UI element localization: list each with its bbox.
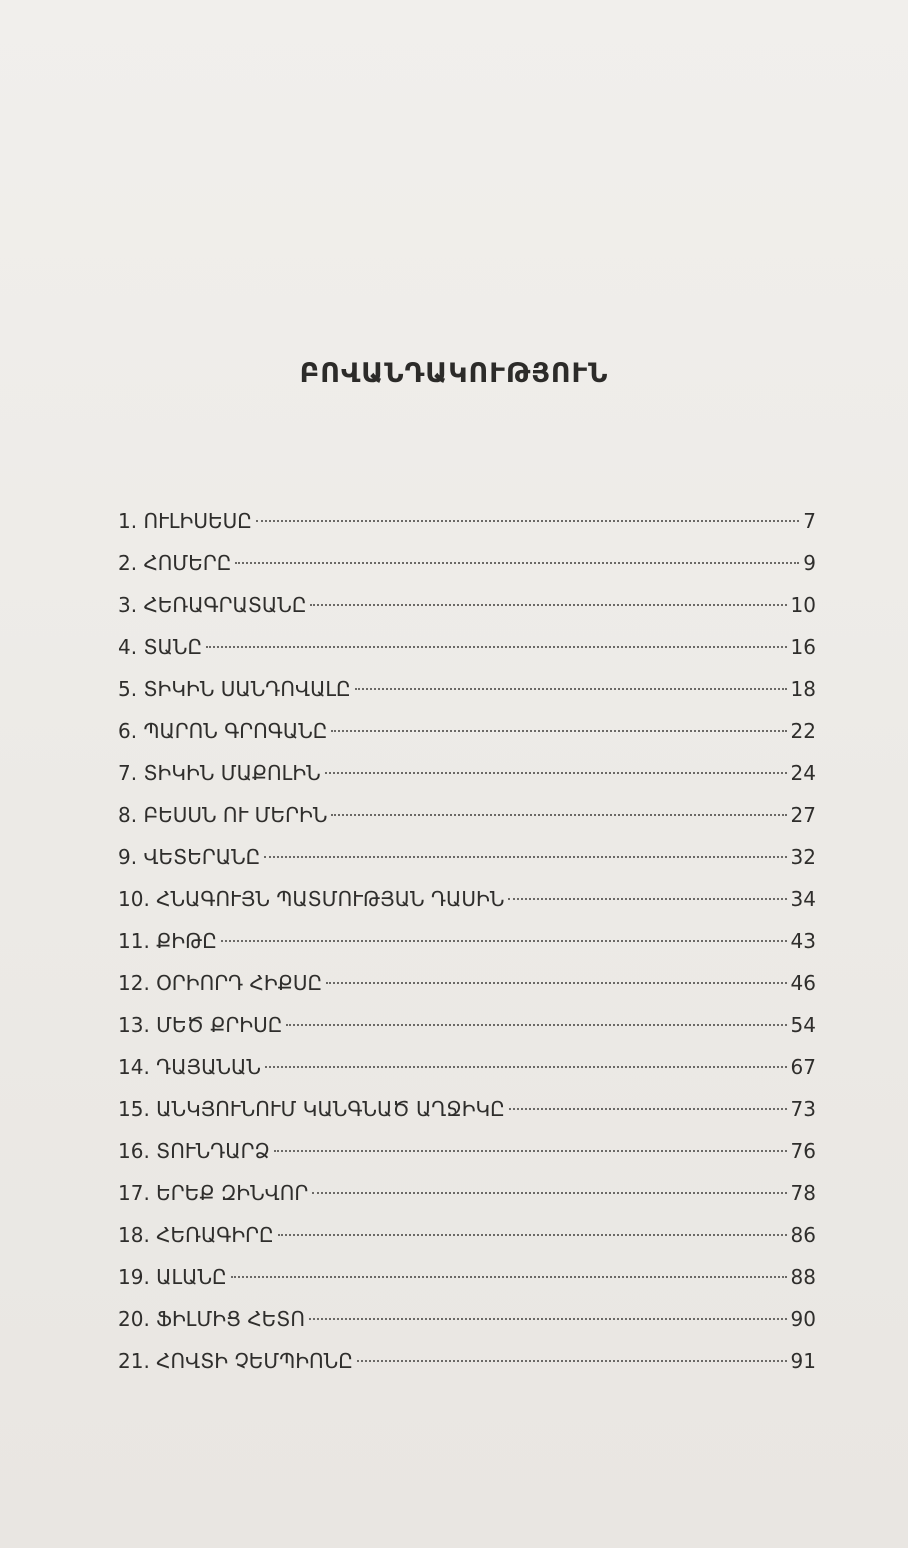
entry-page-number: 67: [790, 1055, 816, 1079]
entry-page-number: 88: [790, 1265, 816, 1289]
dot-leader: [325, 772, 787, 774]
entry-title: 9. ՎԵՏԵՐԱՆԸ: [118, 845, 261, 869]
toc-entry: [118, 794, 816, 836]
entry-title: 13. ՄԵԾ ՔՐԻՍԸ: [118, 1013, 283, 1037]
entry-title: 21. ՀՈՎՏԻ ՉԵՄՊԻՈՆԸ: [118, 1349, 353, 1373]
entry-page-number: 27: [790, 803, 816, 827]
toc-entry: [118, 752, 816, 794]
dot-leader: [331, 814, 786, 816]
entry-page-number: 32: [790, 845, 816, 869]
entry-page-number: 43: [790, 929, 816, 953]
dot-leader: [264, 856, 786, 858]
entry-page-number: 76: [790, 1139, 816, 1163]
toc-entry: [118, 500, 816, 542]
dot-leader: [235, 562, 799, 564]
toc-entry: [118, 1256, 816, 1298]
entry-page-number: 18: [790, 677, 816, 701]
toc-entry: [118, 1130, 816, 1172]
entry-page-number: 91: [790, 1349, 816, 1373]
dot-leader: [206, 646, 786, 648]
entry-page-number: 24: [790, 761, 816, 785]
toc-entry: [118, 542, 816, 584]
toc-entry: [118, 878, 816, 920]
entry-page-number: 90: [790, 1307, 816, 1331]
entry-title: 1. ՈՒԼԻՍԵՍԸ: [118, 509, 252, 533]
toc-entry: [118, 1340, 816, 1382]
dot-leader: [331, 730, 786, 732]
dot-leader: [265, 1066, 787, 1068]
toc-entry: [118, 710, 816, 752]
table-of-contents: [118, 500, 816, 1382]
entry-page-number: 86: [790, 1223, 816, 1247]
entry-title: 10. ՀՆԱԳՈՒՅՆ ՊԱՏՄՈՒԹՅԱՆ ԴԱՍԻՆ: [118, 887, 505, 911]
dot-leader: [278, 1234, 787, 1236]
dot-leader: [231, 1276, 787, 1278]
dot-leader: [309, 1318, 787, 1320]
entry-page-number: 9: [803, 551, 816, 575]
entry-page-number: 78: [790, 1181, 816, 1205]
entry-title: 16. ՏՈՒՆԴԱՐՁ: [118, 1139, 270, 1163]
dot-leader: [508, 898, 786, 900]
dot-leader: [312, 1192, 786, 1194]
entry-page-number: 54: [790, 1013, 816, 1037]
dot-leader: [509, 1108, 787, 1110]
entry-page-number: 22: [790, 719, 816, 743]
toc-entry: [118, 1004, 816, 1046]
entry-page-number: 46: [790, 971, 816, 995]
toc-entry: [118, 1172, 816, 1214]
entry-page-number: 73: [790, 1097, 816, 1121]
dot-leader: [355, 688, 787, 690]
entry-title: 19. ԱԼԱՆԸ: [118, 1265, 227, 1289]
entry-title: 2. ՀՈՄԵՐԸ: [118, 551, 232, 575]
entry-page-number: 34: [790, 887, 816, 911]
entry-title: 7. ՏԻԿԻՆ ՄԱՔՈԼԻՆ: [118, 761, 321, 785]
dot-leader: [357, 1360, 787, 1362]
toc-entry: [118, 1298, 816, 1340]
toc-entry: [118, 584, 816, 626]
entry-page-number: 16: [790, 635, 816, 659]
entry-title: 4. ՏԱՆԸ: [118, 635, 203, 659]
entry-title: 18. ՀԵՌԱԳԻՐԸ: [118, 1223, 274, 1247]
dot-leader: [310, 604, 786, 606]
entry-title: 6. ՊԱՐՈՆ ԳՐՈԳԱՆԸ: [118, 719, 328, 743]
toc-entry: [118, 836, 816, 878]
entry-page-number: 10: [790, 593, 816, 617]
entry-title: 11. ՔԻԹԸ: [118, 929, 217, 953]
dot-leader: [274, 1150, 787, 1152]
entry-title: 8. ԲԵՍՍՆ ՈՒ ՄԵՐԻՆ: [118, 803, 328, 827]
entry-title: 20. ՖԻԼՄԻՑ ՀԵՏՈ: [118, 1307, 306, 1331]
toc-entry: [118, 920, 816, 962]
toc-entry: [118, 962, 816, 1004]
dot-leader: [326, 982, 786, 984]
toc-entry: [118, 1214, 816, 1256]
toc-entry: [118, 668, 816, 710]
toc-entry: [118, 1088, 816, 1130]
entry-title: 3. ՀԵՌԱԳՐԱՏԱՆԸ: [118, 593, 307, 617]
toc-entry: [118, 1046, 816, 1088]
entry-title: 17. ԵՐԵՔ ԶԻՆՎՈՐ: [118, 1181, 309, 1205]
dot-leader: [256, 520, 799, 522]
toc-entry: [118, 626, 816, 668]
entry-title: 5. ՏԻԿԻՆ ՍԱՆԴՈՎԱԼԸ: [118, 677, 351, 701]
dot-leader: [286, 1024, 786, 1026]
page-title: ԲՈՎԱՆԴԱԿՈՒԹՅՈՒՆ: [299, 358, 609, 390]
dot-leader: [221, 940, 787, 942]
entry-title: 12. ՕՐԻՈՐԴ ՀԻՔՍԸ: [118, 971, 323, 995]
entry-title: 15. ԱՆԿՅՈՒՆՈՒՄ ԿԱՆԳՆԱԾ ԱՂՋԻԿԸ: [118, 1097, 505, 1121]
entry-title: 14. ԴԱՅԱՆԱՆ: [118, 1055, 261, 1079]
entry-page-number: 7: [803, 509, 816, 533]
